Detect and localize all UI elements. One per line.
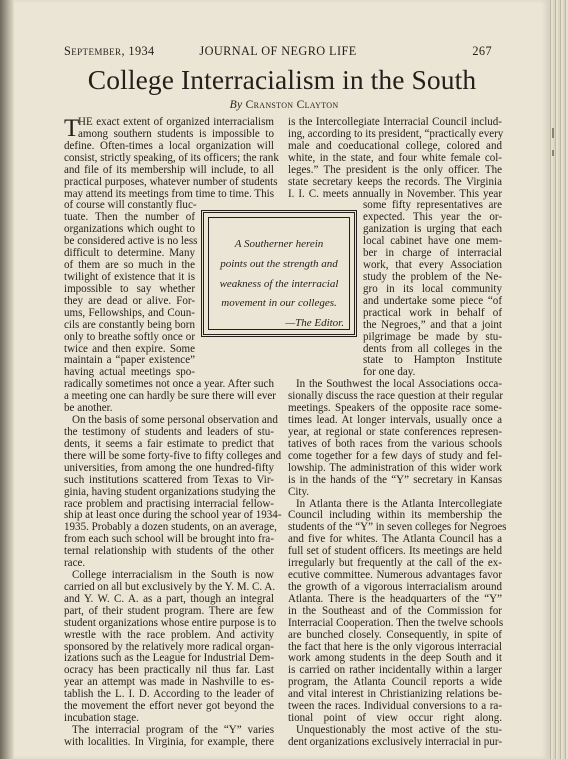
text-line: state to Hampton Institute (363, 354, 502, 367)
text-line: twilight of existence that it is (64, 270, 195, 283)
text-line: ums, Fellowships, and Coun- (64, 306, 195, 319)
editor-note (210, 235, 348, 334)
editor-note-line: weakness of the interracial (219, 277, 339, 290)
text-line: College interracialism in the South is now (72, 569, 274, 582)
text-line: such institutions scattered from Texas to Vir- (64, 473, 274, 486)
text-line: male and coeducational college, colored and (288, 139, 502, 152)
text-line: radically sometimes not once a year. After such (64, 378, 274, 391)
text-line: sponsored by the relatively more radical organ- (64, 640, 274, 653)
text-line: is the Intercollegiate Interracial Council includ- (288, 116, 502, 128)
book-gutter (0, 0, 14, 759)
text-line: only to breathe softly once or (64, 330, 195, 343)
drop-cap: T (64, 115, 80, 142)
text-line: irregularly but frequently at the call of the ex- (288, 557, 502, 570)
text-line: be another. (64, 402, 113, 415)
text-line: work among students in the deep South and it (288, 652, 502, 665)
text-line: of them are so much in the (64, 259, 195, 272)
text-line: sionally discuss the race question at their regular (288, 390, 504, 403)
text-line: and Y. W. C. A. as a part, though an integral (64, 592, 274, 605)
article-title: College Interracialism in the South (87, 64, 477, 95)
text-line: ternal relationship with students of the other (64, 545, 274, 558)
text-line: organizations which ought to (64, 223, 195, 236)
text-line: white, in the state, and four white female col- (288, 151, 502, 164)
text-line: and file of its membership will include, to all (64, 163, 274, 176)
text-line: program, the Atlanta Council reports a wide (288, 676, 502, 689)
text-line: lowship. The administration of this wider work (288, 461, 502, 474)
text-line: 1935. Probably a dozen students, on an average, (64, 521, 277, 534)
text-line: leges.” The president is the only officer. The (288, 163, 502, 176)
text-line: students of the “Y” in seven colleges for Negroes (288, 521, 507, 534)
text-line: tional point of view occur right along. (288, 712, 502, 725)
text-line: gro in its local community (363, 282, 502, 295)
text-line: twice and then expire. Some (64, 342, 195, 355)
editor-note-line: movement in our colleges. (221, 297, 337, 310)
text-line: City. (288, 485, 310, 498)
text-line: HE exact extent of organized interracialism (78, 116, 274, 128)
text-line: practical work in behalf of (363, 306, 502, 319)
text-line: are bunched closely. Consequently, in spite of (288, 628, 502, 641)
text-line: tween the races. Individual conversions to a ra- (288, 700, 502, 713)
text-line: state secretary keeps the records. The Virginia (288, 175, 502, 188)
text-line: come together for a few days of study and fel- (288, 449, 502, 462)
byline-author: Cranston Clayton (245, 98, 339, 111)
text-line: Council including within its membership the (288, 509, 502, 522)
text-line: ecutive committee. Numerous advantages favor (288, 569, 502, 582)
text-line: there will be some forty-five to fifty colleges and (64, 449, 282, 462)
text-line: and undertake some piece “of (363, 294, 502, 307)
text-line: difficult to determine. Many (64, 247, 195, 260)
text-line: among southern students is impossible to (78, 127, 274, 140)
text-line: ship at least once during the school year of 1934- (64, 509, 282, 522)
text-line: the movement the effort never got beyond the (64, 700, 274, 713)
text-line: carried on all but exclusively by the Y. M. C. A. (64, 580, 276, 593)
text-line: the fact that here is the only vigorous interracial (288, 640, 502, 653)
text-line: be considered active is no less (64, 235, 198, 248)
text-line: with localities. In Virginia, for example, there (64, 735, 274, 748)
text-line: ocracy has been practically nil thus far. Last (64, 664, 274, 677)
text-line: in the Southeast and of the Commission for (288, 604, 502, 617)
text-line: is carried on rather incidentally within a larger (288, 664, 502, 677)
text-line: In Atlanta there is the Atlanta Intercollegiate (296, 497, 502, 510)
text-line: In the Southwest the local Associations occa- (296, 378, 502, 391)
text-line: tuate. Then the number of (64, 211, 195, 224)
text-line: ing, according to its president, “practically every (288, 127, 504, 140)
running-header (64, 44, 492, 58)
text-line: a meeting one can hardly be sure there will ever (64, 390, 276, 403)
text-line: wrestle with the race problem. And activity (64, 628, 274, 641)
text-line: year, at regional or state conferences represen- (288, 425, 502, 438)
text-line: practical purposes, whatever number of students (64, 175, 278, 188)
text-line: izations such as the League for Industrial Dem- (64, 652, 274, 665)
text-line: consist, strictly speaking, of its officers; the rank (64, 151, 279, 164)
text-line: dents, it seems a fair estimate to predict that (64, 437, 274, 450)
byline-by: By (229, 98, 243, 111)
text-line: the growth of a vigorous interracialism around (288, 580, 502, 593)
text-line: The interracial program of the “Y” varies (72, 724, 274, 737)
text-line: may attend its meetings from time to time. This (64, 187, 274, 200)
header-journal: JOURNAL OF NEGRO LIFE (199, 44, 357, 58)
text-line: full set of student officers. Its meetings are held (288, 545, 502, 558)
text-line: local cabinet have one mem- (363, 235, 502, 248)
page-edges (548, 0, 568, 759)
text-line: define. Often-times a local organization will (64, 139, 274, 152)
text-line: ganization is urging that each (363, 223, 502, 236)
text-line: meetings. Speakers of the opposite race some- (288, 402, 502, 415)
text-line: from each such school will be brought into fra- (64, 533, 274, 546)
text-line: Atlanta. There is the headquarters of the “Y” (288, 592, 502, 605)
text-line: is in the hands of the “Y” secretary in Kansas (288, 473, 502, 486)
text-line: ginia, having student organizations studying the (64, 485, 276, 498)
editor-signature: —The Editor. (285, 317, 344, 330)
editor-note-line: points out the strength and (220, 257, 338, 270)
text-line: of course will constantly fluc- (64, 199, 197, 212)
text-line: maintain a “paper existence” (64, 354, 195, 367)
text-line: having actual meetings spo- (64, 366, 195, 379)
byline (0, 98, 568, 111)
text-line: tablish the L. I. D. According to the leader of (64, 688, 274, 701)
text-line: incubation stage. (64, 712, 139, 725)
page-number: 267 (472, 44, 492, 58)
editor-note-box (201, 210, 357, 337)
text-line: I. I. C. meets annually in November. This year (288, 187, 502, 200)
text-line: race. (64, 557, 86, 570)
text-line: race problem and practising interracial fellow- (64, 497, 274, 510)
text-line: the testimony of students and leaders of stu- (64, 425, 274, 438)
text-line: pilgrimage be made by stu- (363, 330, 502, 343)
text-line: dents from all colleges in the (363, 342, 502, 355)
text-line: student organizations whose entire purpose is to (64, 616, 277, 629)
text-line: they are dead or alive. For- (64, 294, 195, 307)
text-line: dent organizations exclusively interracial in pur- (288, 735, 502, 748)
text-line: work, that every Association (363, 259, 502, 272)
text-line: and five for whites. The Atlanta Council has a (288, 533, 502, 546)
text-line: Unquestionably the most active of the stu- (296, 724, 502, 737)
text-line: tatives of both races from the various schools (288, 437, 502, 450)
text-line: for one day. (363, 366, 416, 379)
text-line: year an attempt was made in Nashville to es- (64, 676, 274, 689)
text-line: the Negroes,” and that a joint (363, 318, 502, 331)
text-line: expected. This year the or- (363, 211, 502, 224)
editor-note-line: A Southerner herein (234, 238, 324, 250)
header-date: September, 1934 (64, 44, 155, 58)
text-line: universities, from among the one hundred-fifty (64, 461, 274, 474)
text-line: On the basis of some personal observation and (72, 414, 278, 427)
text-line: study the problem of the Ne- (363, 270, 502, 283)
text-line: and vital interest in Christianizing relations be- (288, 688, 502, 701)
text-line: Interracial Cooperation. Then the twelve schools (288, 616, 504, 629)
text-line: times lead. At longer intervals, usually once a (288, 414, 502, 427)
text-line: some fifty representatives are (363, 199, 502, 212)
text-line: part, of their student program. There are few (64, 604, 274, 617)
text-line: impossible to say whether (64, 282, 195, 295)
text-line: ber in charge of interracial (363, 247, 502, 260)
text-line: cils are constantly being born (64, 318, 195, 331)
